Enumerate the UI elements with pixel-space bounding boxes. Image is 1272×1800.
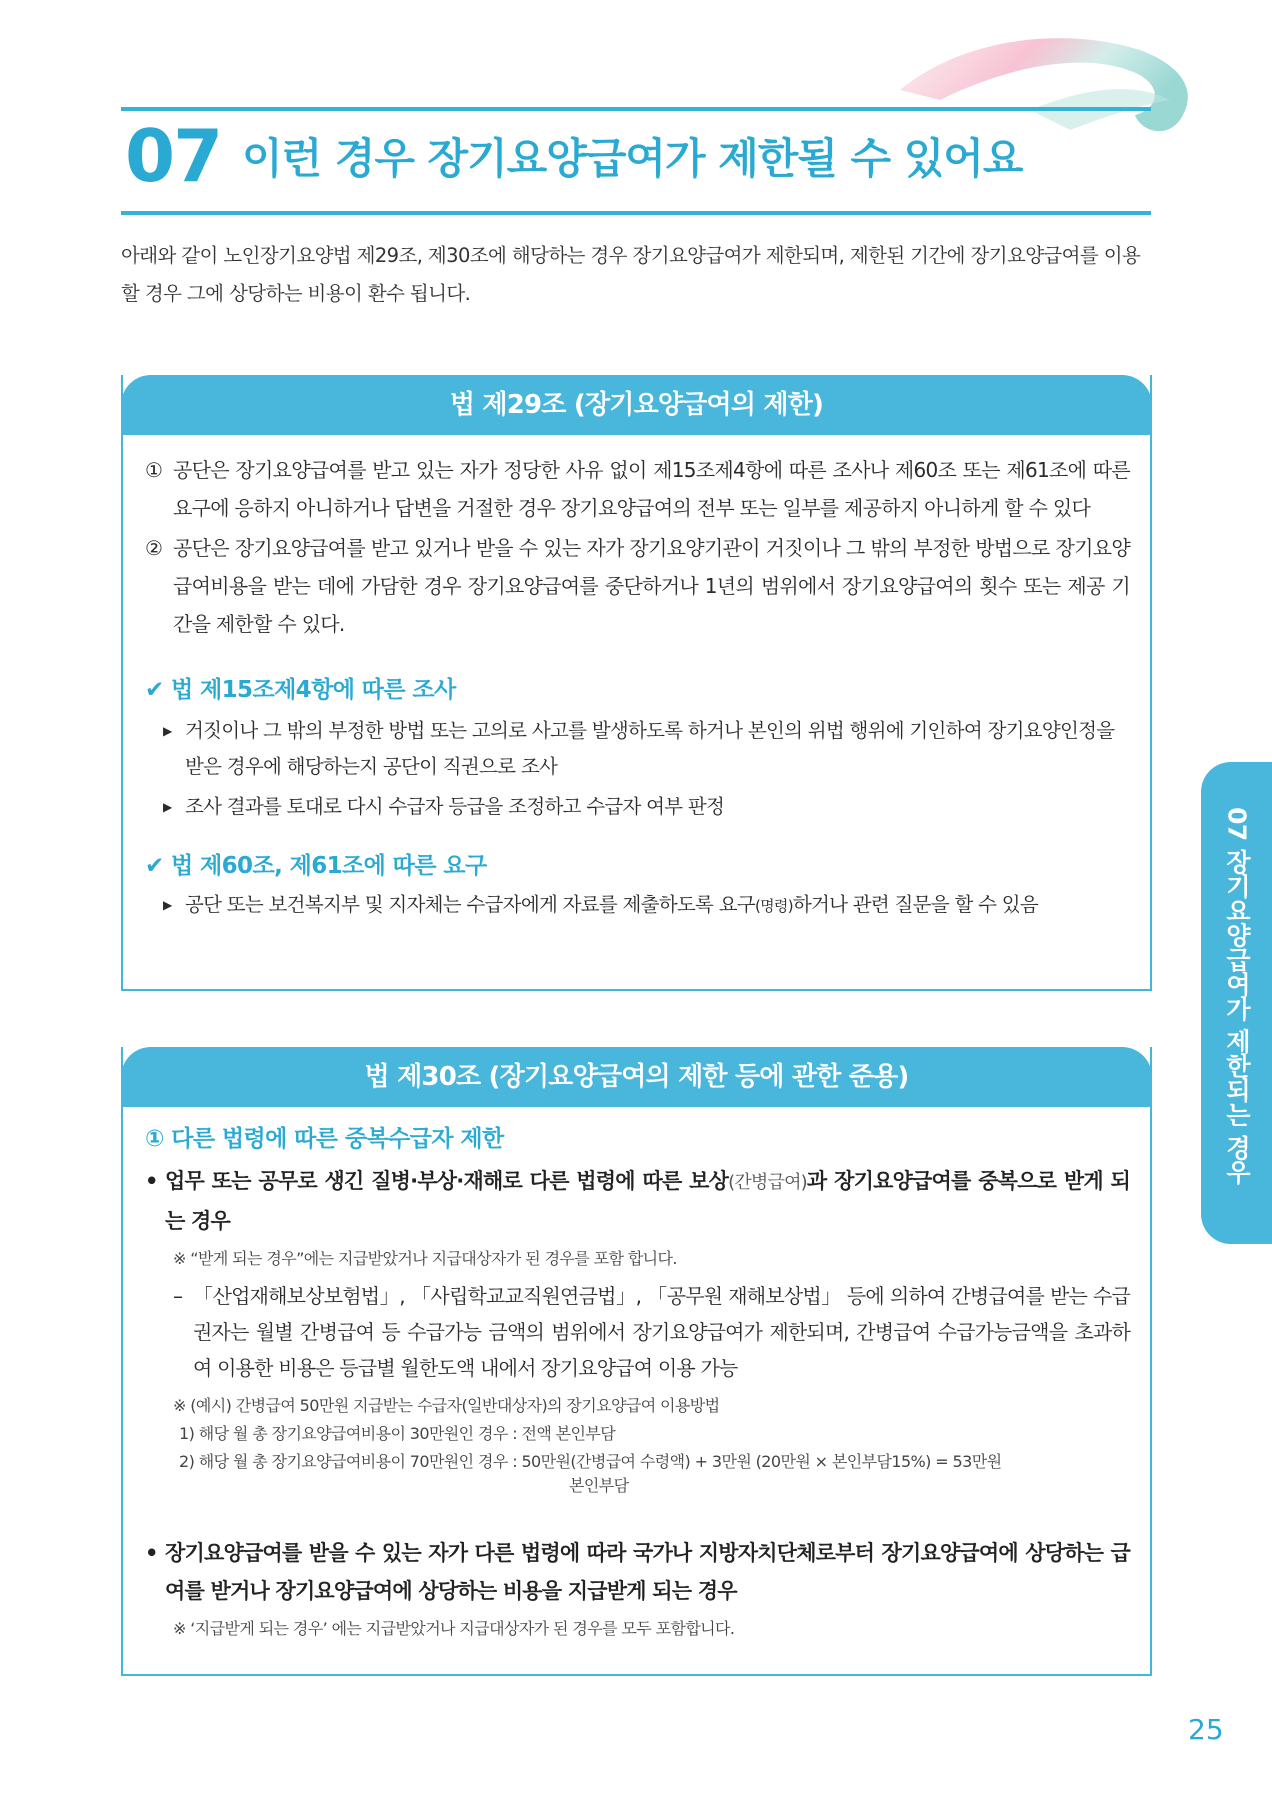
- list-item: [145, 713, 1130, 785]
- bullet-text: 장기요양급여를 받을 수 있는 자가 다른 법령에 따라 국가나 지방자치단체로부터 장기요양급여에 상당하는 급여를 받거나 장기요양급여에 상당하는 비용을 지급받게 되는 경우: [165, 1541, 1130, 1603]
- law29-item-2-text: 공단은 장기요양급여를 받고 있거나 받을 수 있는 자가 장기요양기관이 거짓이나 그 밖의 부정한 방법으로 장기요양급여비용을 받는 데에 가담한 경우 장기요양급여를 중단하거나 1년의 범위에서 장기요양급여의 횟수 또는 제공 기간을 제한할 수 있다.: [173, 536, 1130, 636]
- note-receiving: ※ “받게 되는 경우”에는 지급받았거나 지급대상자가 된 경우를 포함 합니다.: [173, 1249, 677, 1268]
- side-chapter-tab: [1201, 762, 1272, 1244]
- side-chapter-tab-text: 07 장기요양급여가 제한되는 경우: [1222, 807, 1252, 1184]
- law29-content: [145, 451, 1130, 924]
- section-number: 07: [125, 114, 222, 198]
- page-number: 25: [1188, 1713, 1224, 1746]
- sub-heading-request-text: 법 제60조, 제61조에 따른 요구: [171, 853, 487, 879]
- note-payment: ※ ‘지급받게 되는 경우’ 에는 지급받았거나 지급대상자가 된 경우를 모두 포함합니다.: [173, 1619, 735, 1638]
- triangle-bullet-icon: ▶: [163, 898, 172, 912]
- bullet-paren: (간병급여): [728, 1172, 807, 1193]
- law29-item-1-text: 공단은 장기요양급여를 받고 있는 자가 정당한 사유 없이 제15조제4항에 따른 조사나 제60조 또는 제61조에 따른 요구에 응하지 아니하거나 답변을 거절한 경우 장기요양급여의 전부 또는 일부를 제공하지 아니하게 할 수 있다: [173, 458, 1130, 520]
- dot-bullet: •: [145, 1169, 158, 1193]
- bullet-occupational-injury: [145, 1162, 1130, 1240]
- dash-item-text: 「산업재해보상보험법」, 「사립학교교직원연금법」, 「공무원 재해보상법」 등에 의하여 간병급여를 받는 수급권자는 월별 간병급여 등 수급가능 금액의 범위에서 장기요양급여가 제한되며, 간병급여 수급가능금액을 초과하여 이용한 비용은 등급별 월한도액 내에서 장기요양급여 이용 가능: [193, 1284, 1130, 1380]
- example-line-2: 2) 해당 월 총 장기요양급여비용이 70만원인 경우 : 50만원(간병급여 수령액) + 3만원 (20만원 × 본인부담15%) = 53만원: [179, 1452, 1002, 1471]
- example-title: ※ (예시) 간병급여 50만원 지급받는 수급자(일반대상자)의 장기요양급여 이용방법: [173, 1396, 720, 1415]
- header-rule-top: [121, 107, 1151, 111]
- dot-bullet: •: [145, 1541, 158, 1565]
- list-item: [145, 789, 1130, 825]
- sub-heading-investigation-text: 법 제15조제4항에 따른 조사: [171, 677, 456, 703]
- law29-item-1: [145, 451, 1130, 527]
- header-rule-bottom: [121, 211, 1151, 215]
- list-item-text: 거짓이나 그 밖의 부정한 방법 또는 고의로 사고를 발생하도록 하거나 본인의 위법 행위에 기인하여 장기요양인정을 받은 경우에 해당하는지 공단이 직권으로 조사: [185, 719, 1115, 778]
- triangle-bullet-icon: ▶: [163, 800, 172, 814]
- sub-heading-investigation: [145, 671, 1130, 709]
- duplicate-recipient-heading: ① 다른 법령에 따른 중복수급자 제한: [145, 1126, 504, 1152]
- example-line-1: 1) 해당 월 총 장기요양급여비용이 30만원인 경우 : 전액 본인부담: [179, 1424, 616, 1443]
- list-item-text: 조사 결과를 토대로 다시 수급자 등급을 조정하고 수급자 여부 판정: [185, 795, 725, 818]
- law29-item-2: [145, 529, 1130, 643]
- law29-header: 법 제29조 (장기요양급여의 제한): [121, 375, 1152, 435]
- dash-item-acts: [145, 1278, 1130, 1386]
- circle-number-2: ②: [145, 536, 163, 560]
- sub-heading-request: [145, 847, 1130, 885]
- dash-mark: –: [173, 1284, 183, 1308]
- intro-paragraph: 아래와 같이 노인장기요양법 제29조, 제30조에 해당하는 경우 장기요양급여가 제한되며, 제한된 기간에 장기요양급여를 이용할 경우 그에 상당하는 비용이 환수 됩니다.: [121, 244, 1141, 305]
- list-item: [145, 887, 1130, 924]
- list-item-text-b: 하거나 관련 질문을 할 수 있음: [792, 893, 1038, 916]
- list-item-text-a: 공단 또는 보건복지부 및 지자체는 수급자에게 자료를 제출하도록 요구: [185, 893, 755, 916]
- list-item-paren: (명령): [754, 897, 793, 915]
- example-line-2-cont: 본인부담: [569, 1476, 629, 1495]
- example-block: [145, 1392, 1130, 1500]
- law30-header: 법 제30조 (장기요양급여의 제한 등에 관한 준용): [121, 1047, 1152, 1107]
- checkmark-icon: ✔: [145, 677, 164, 703]
- bullet-text-b: 과 장기요양급여를 중복으로 받게 되는 경우: [165, 1169, 1130, 1233]
- triangle-bullet-icon: ▶: [163, 724, 172, 738]
- bullet-text-a: 업무 또는 공무로 생긴 질병·부상·재해로 다른 법령에 따른 보상: [165, 1169, 729, 1193]
- bullet-government-benefit: [145, 1534, 1130, 1610]
- law30-content: [145, 1120, 1130, 1644]
- circle-number-1: ①: [145, 458, 163, 482]
- checkmark-icon: ✔: [145, 853, 164, 879]
- section-title: 이런 경우 장기요양급여가 제한될 수 있어요: [242, 134, 1023, 183]
